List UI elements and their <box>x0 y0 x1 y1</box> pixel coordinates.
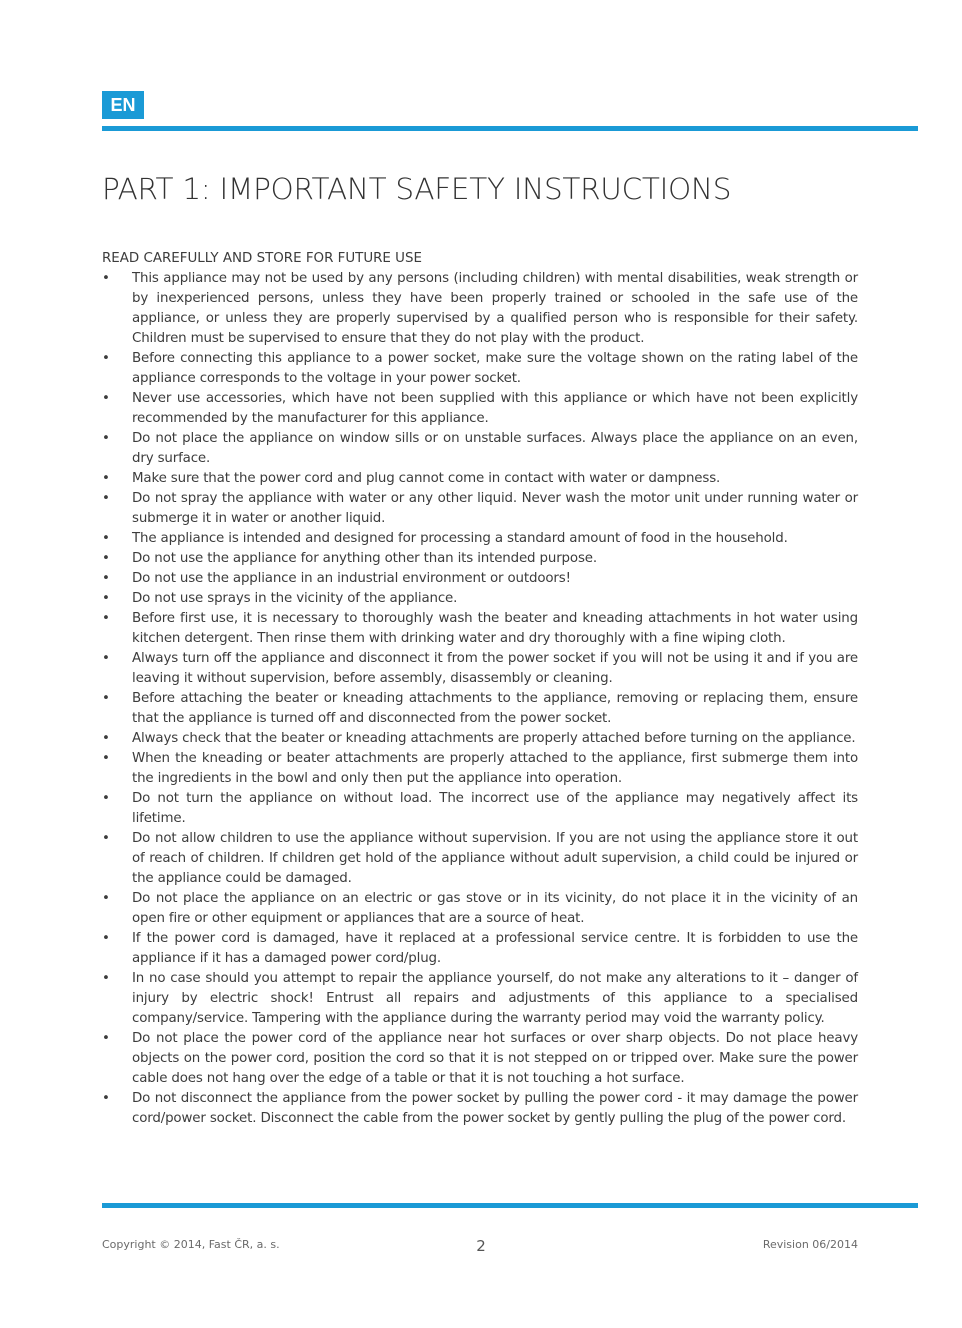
list-item-text: Always check that the beater or kneading attachments are properly attached before turning on the appliance. <box>132 731 856 746</box>
list-item <box>102 429 858 469</box>
list-item-text: Do not disconnect the appliance from the power socket by pulling the power cord - it may damage the power cord/power socket. Disconnect the cable from the power socket by gently pulling the plug of the power cord. <box>132 1091 858 1126</box>
footer-revision: Revision 06/2014 <box>762 1238 858 1251</box>
language-badge: EN <box>102 91 144 119</box>
footer-copyright: Copyright © 2014, Fast ČR, a. s. <box>102 1238 280 1251</box>
footer-rule <box>102 1203 918 1208</box>
bullet-icon: • <box>102 891 110 906</box>
list-item-text: In no case should you attempt to repair the appliance yourself, do not make any alterations to it – danger of injury by electric shock! Entrust all repairs and adjustments of this appliance to a specialised company/service. Tampering with the appliance during the warranty period may void the warranty policy. <box>132 971 858 1026</box>
bullet-icon: • <box>102 651 110 666</box>
bullet-icon: • <box>102 731 110 746</box>
list-item-text: Never use accessories, which have not been supplied with this appliance or which have not been explicitly recommended by the manufacturer for this appliance. <box>132 391 858 426</box>
list-item <box>102 349 858 389</box>
list-item-text: The appliance is intended and designed for processing a standard amount of food in the household. <box>132 531 788 546</box>
list-item <box>102 1029 858 1089</box>
list-item <box>102 929 858 969</box>
list-item <box>102 589 858 609</box>
list-item-text: Do not use the appliance for anything other than its intended purpose. <box>132 551 597 566</box>
page-number: 2 <box>476 1237 486 1255</box>
bullet-icon: • <box>102 691 110 706</box>
list-item <box>102 969 858 1029</box>
list-item <box>102 389 858 429</box>
list-item-text: Before first use, it is necessary to thoroughly wash the beater and kneading attachments in hot water using kitchen detergent. Then rinse them with drinking water and dry thoroughly with a fine wiping cloth. <box>132 611 858 646</box>
list-item <box>102 889 858 929</box>
list-item-text: This appliance may not be used by any persons (including children) with mental disabilities, weak strength or by inexperienced persons, unless they have been properly trained or schooled in the safe use of the appliance, or unless they are properly supervised by a qualified person who is responsible for their safety. Children must be supervised to ensure that they do not play with the product. <box>132 271 858 346</box>
list-item <box>102 489 858 529</box>
bullet-icon: • <box>102 351 110 366</box>
bullet-icon: • <box>102 271 110 286</box>
list-item <box>102 549 858 569</box>
bullet-icon: • <box>102 531 110 546</box>
bullet-icon: • <box>102 791 110 806</box>
list-item <box>102 469 858 489</box>
list-item <box>102 569 858 589</box>
list-item <box>102 529 858 549</box>
bullet-icon: • <box>102 611 110 626</box>
list-item-text: Do not allow children to use the appliance without supervision. If you are not using the appliance store it out of reach of children. If children get hold of the appliance without adult supervision, a child could be injured or the appliance could be damaged. <box>132 831 858 886</box>
list-item-text: Do not use sprays in the vicinity of the appliance. <box>132 591 458 606</box>
list-item-text: When the kneading or beater attachments are properly attached to the appliance, first submerge them into the ingredients in the bowl and only then put the appliance into operation. <box>132 751 858 786</box>
list-item-text: Before connecting this appliance to a power socket, make sure the voltage shown on the rating label of the appliance corresponds to the voltage in your power socket. <box>132 351 858 386</box>
bullet-icon: • <box>102 751 110 766</box>
bullet-icon: • <box>102 551 110 566</box>
bullet-icon: • <box>102 931 110 946</box>
list-item-text: Make sure that the power cord and plug cannot come in contact with water or dampness. <box>132 471 721 486</box>
list-item-text: Do not place the power cord of the appliance near hot surfaces or over sharp objects. Do not place heavy objects on the power cord, position the cord so that it is not stepped on or tripped over. Make sure the power cable does not hang over the edge of a table or that it is not touching a hot surface. <box>132 1031 858 1086</box>
list-item <box>102 649 858 689</box>
list-item-text: If the power cord is damaged, have it replaced at a professional service centre. It is forbidden to use the appliance if it has a damaged power cord/plug. <box>132 931 858 966</box>
list-item <box>102 789 858 829</box>
bullet-icon: • <box>102 591 110 606</box>
bullet-icon: • <box>102 1091 110 1106</box>
bullet-icon: • <box>102 471 110 486</box>
bullet-icon: • <box>102 571 110 586</box>
list-item-text: Do not place the appliance on window sills or on unstable surfaces. Always place the appliance on an even, dry surface. <box>132 431 858 466</box>
section-subtitle: READ CAREFULLY AND STORE FOR FUTURE USE <box>102 251 422 266</box>
page-title: PART 1: IMPORTANT SAFETY INSTRUCTIONS <box>102 172 732 206</box>
list-item-text: Do not use the appliance in an industrial environment or outdoors! <box>132 571 571 586</box>
list-item <box>102 609 858 649</box>
list-item-text: Do not spray the appliance with water or any other liquid. Never wash the motor unit under running water or submerge it in water or another liquid. <box>132 491 858 526</box>
bullet-icon: • <box>102 831 110 846</box>
list-item-text: Do not turn the appliance on without load. The incorrect use of the appliance may negatively affect its lifetime. <box>132 791 858 826</box>
list-item <box>102 689 858 729</box>
safety-instructions-list <box>102 269 858 1129</box>
list-item-text: Do not place the appliance on an electric or gas stove or in its vicinity, do not place it in the vicinity of an open fire or other equipment or appliances that are a source of heat. <box>132 891 858 926</box>
list-item <box>102 1089 858 1129</box>
list-item <box>102 749 858 789</box>
list-item-text: Before attaching the beater or kneading attachments to the appliance, removing or replacing them, ensure that the appliance is turned off and disconnected from the power socket. <box>132 691 858 726</box>
bullet-icon: • <box>102 431 110 446</box>
list-item <box>102 269 858 349</box>
list-item <box>102 729 858 749</box>
bullet-icon: • <box>102 1031 110 1046</box>
header-rule <box>102 126 918 131</box>
list-item-text: Always turn off the appliance and disconnect it from the power socket if you will not be using it and if you are leaving it without supervision, before assembly, disassembly or cleaning. <box>132 651 858 686</box>
list-item <box>102 829 858 889</box>
bullet-icon: • <box>102 491 110 506</box>
bullet-icon: • <box>102 971 110 986</box>
bullet-icon: • <box>102 391 110 406</box>
